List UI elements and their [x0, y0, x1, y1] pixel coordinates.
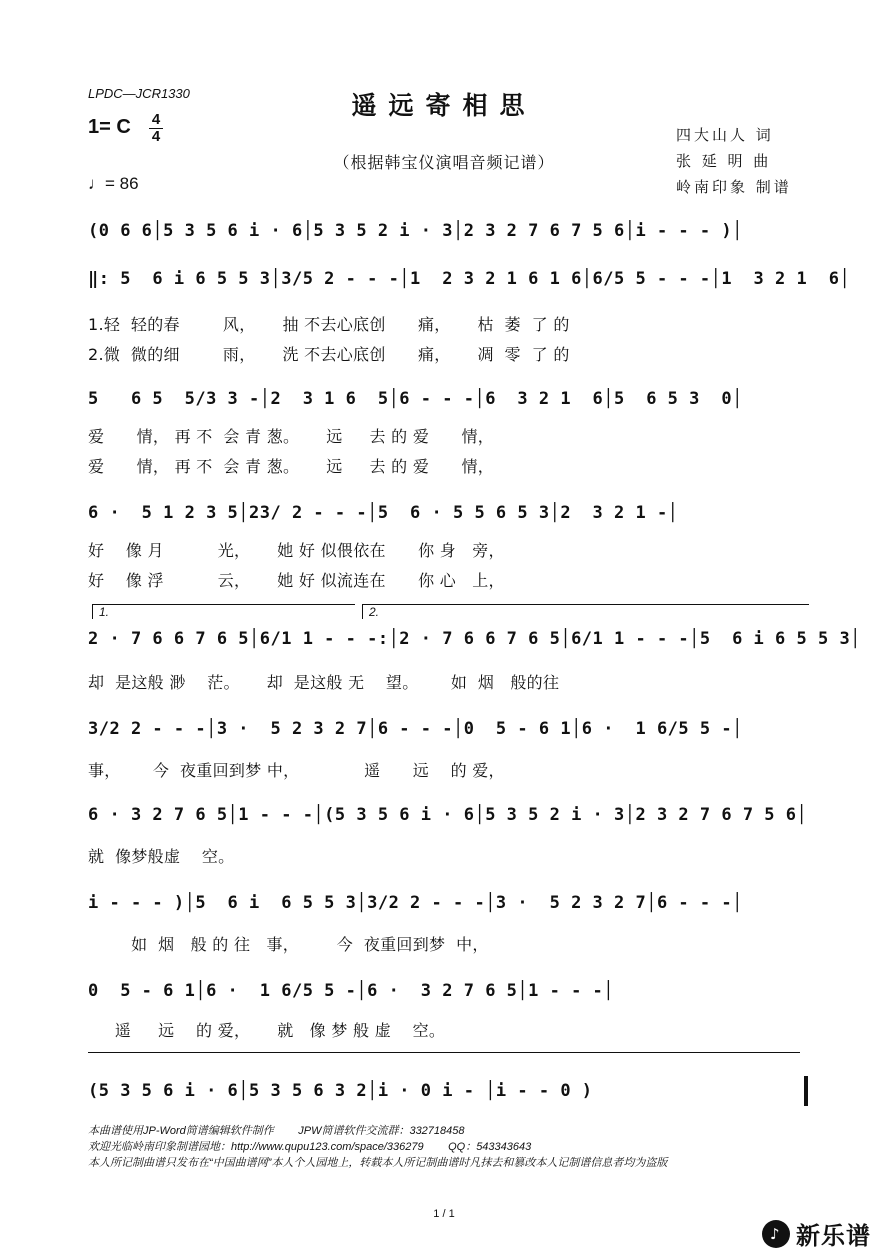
lyric-row-1-verse1: 1.轻 轻的春 风， 抽 不去心底创 痛， 枯 萎 了 的 [88, 315, 570, 334]
key-signature: 1= C [88, 116, 131, 138]
footer-line-3: 本人所记制曲谱只发布在“中国曲谱网”本人个人园地上，转载本人所记制曲谱时凡抹去和篡改本人记制谱信息者均为盗版 [88, 1157, 668, 1169]
lyricist: 四大山人 词 [676, 126, 774, 144]
music-row-7: i - - - )│5 6 i 6 5 5 3│3/2 2 - - -│3 · 5 2 3 2 7│6 - - -│ [88, 893, 743, 913]
composer: 张 延 明 曲 [676, 152, 772, 170]
music-note-icon: ♪ [762, 1220, 790, 1248]
lyric-row-3-verse1: 好 像 月 光， 她 好 似偎依在 你 身 旁， [88, 541, 505, 560]
music-row-5: 3/2 2 - - -│3 · 5 2 3 2 7│6 - - -│0 5 - 6 1│6 · 1 6/5 5 -│ [88, 719, 743, 739]
time-signature-numerator: 4 [151, 111, 161, 128]
brand-name: 新乐谱 [796, 1222, 871, 1250]
lyric-row-6: 就 像梦般虚 空。 [88, 847, 235, 866]
lyric-row-3-verse2: 好 像 浮 云， 她 好 似流连在 你 心 上， [88, 571, 505, 590]
music-row-4: 2 · 7 6 6 7 6 5│6/1 1 - - -:│2 · 7 6 6 7 6 5│6/1 1 - - -│5 6 i 6 5 5 3│ [88, 629, 861, 649]
time-signature [148, 112, 164, 145]
music-row-8: 0 5 - 6 1│6 · 1 6/5 5 -│6 · 3 2 7 6 5│1 - - -│ [88, 981, 615, 1001]
time-signature-denominator: 4 [151, 128, 161, 145]
score-code: LPDC—JCR1330 [88, 86, 190, 101]
footer-line-2: 欢迎光临岭南印象制谱园地：http://www.qupu123.com/space/336279 QQ：543343643 [88, 1141, 532, 1153]
song-title: 遥远寄相思 [351, 91, 537, 120]
lyric-row-2-verse2: 爱 情， 再 不 会 青 葱。 远 去 的 爱 情， [88, 457, 495, 476]
lyric-row-8: 遥 远 的 爱， 就 像 梦 般 虚 空。 [88, 1021, 446, 1040]
music-row-3: 6 · 5 1 2 3 5│23/ 2 - - -│5 6 · 5 5 6 5 3│2 3 2 1 -│ [88, 503, 679, 523]
lyric-row-2-verse1: 爱 情， 再 不 会 青 葱。 远 去 的 爱 情， [88, 427, 495, 446]
volta-first-ending: 1. [92, 604, 355, 619]
music-row-6: 6 · 3 2 7 6 5│1 - - -│(5 3 5 6 i · 6│5 3 5 2 i · 3│2 3 2 7 6 7 5 6│ [88, 805, 808, 825]
music-row-2: 5 6 5 5/3 3 -│2 3 1 6 5│6 - - -│6 3 2 1 6│5 6 5 3 0│ [88, 389, 743, 409]
music-row-intro: (0 6 6│5 3 5 6 i · 6│5 3 5 2 i · 3│2 3 2 7 6 7 5 6│i - - - )│ [88, 221, 743, 241]
lyric-row-4: 却 是这般 渺 茫。 却 是这般 无 望。 如 烟 般的往 [88, 673, 560, 692]
lyric-row-5: 事， 今 夜重回到梦 中， 遥 远 的 爱， [88, 761, 505, 780]
tempo-marking: ♩= 86 [88, 174, 139, 193]
lyric-row-1-verse2: 2.微 微的细 雨， 洗 不去心底创 痛， 凋 零 了 的 [88, 345, 570, 364]
music-row-outro: (5 3 5 6 i · 6│5 3 5 6 3 2│i · 0 i - │i - - 0 ) [88, 1076, 808, 1106]
subtitle: （根据韩宝仪演唱音频记谱） [333, 153, 555, 172]
brand-logo [762, 1216, 871, 1251]
music-row-1: ‖: 5 6 i 6 5 5 3│3/5 2 - - -│1 2 3 2 1 6 1 6│6/5 5 - - -│1 3 2 1 6│ [88, 269, 851, 289]
bracket-rule [88, 1052, 800, 1053]
arranger: 岭南印象 制谱 [676, 178, 792, 196]
page-number: 1 / 1 [433, 1208, 455, 1220]
footer-line-1: 本曲谱使用JP-Word简谱编辑软件制作 JPW简谱软件交流群：332718458 [88, 1125, 465, 1137]
volta-second-ending: 2. [362, 604, 809, 619]
lyric-row-7: 如 烟 般 的 往 事， 今 夜重回到梦 中， [88, 935, 489, 954]
credits [676, 122, 792, 200]
